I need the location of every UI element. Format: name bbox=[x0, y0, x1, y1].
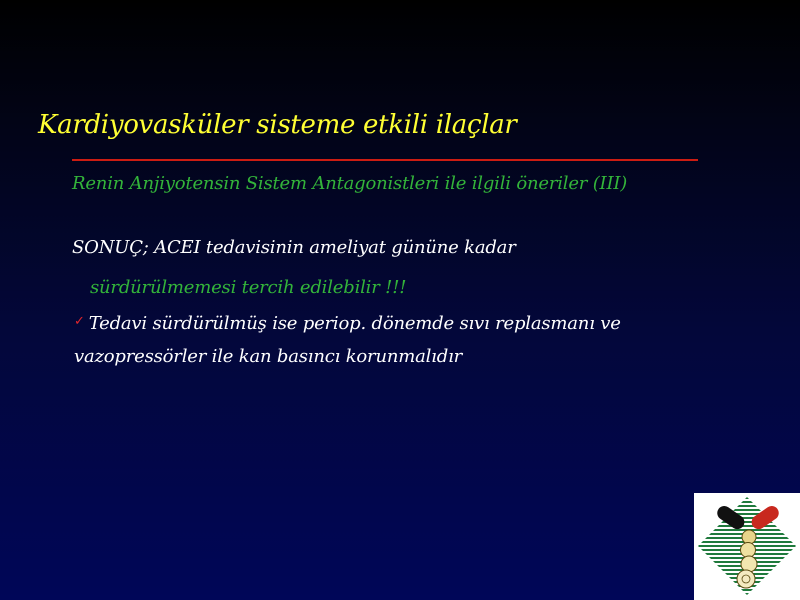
slide-subtitle: Renin Anjiyotensin Sistem Antagonistleri ile ilgili öneriler (III) bbox=[72, 173, 628, 194]
bullet-text-line-1: Tedavi sürdürülmüş ise periop. dönemde sıvı replasmanı ve bbox=[88, 313, 621, 334]
conclusion-line-2: sürdürülmemesi tercih edilebilir !!! bbox=[90, 277, 407, 298]
bullet-text-line-2: vazopressörler ile kan basıncı korunmalıdır bbox=[74, 346, 463, 367]
slide-title: Kardiyovasküler sisteme etkili ilaçlar bbox=[38, 110, 517, 140]
title-divider bbox=[72, 159, 698, 161]
conclusion-line-1: SONUÇ; ACEI tedavisinin ameliyat gününe kadar bbox=[72, 237, 516, 258]
bullet-item bbox=[74, 313, 621, 334]
pharmacology-logo-icon bbox=[694, 493, 800, 600]
checkmark-icon: ✓ bbox=[74, 314, 85, 329]
